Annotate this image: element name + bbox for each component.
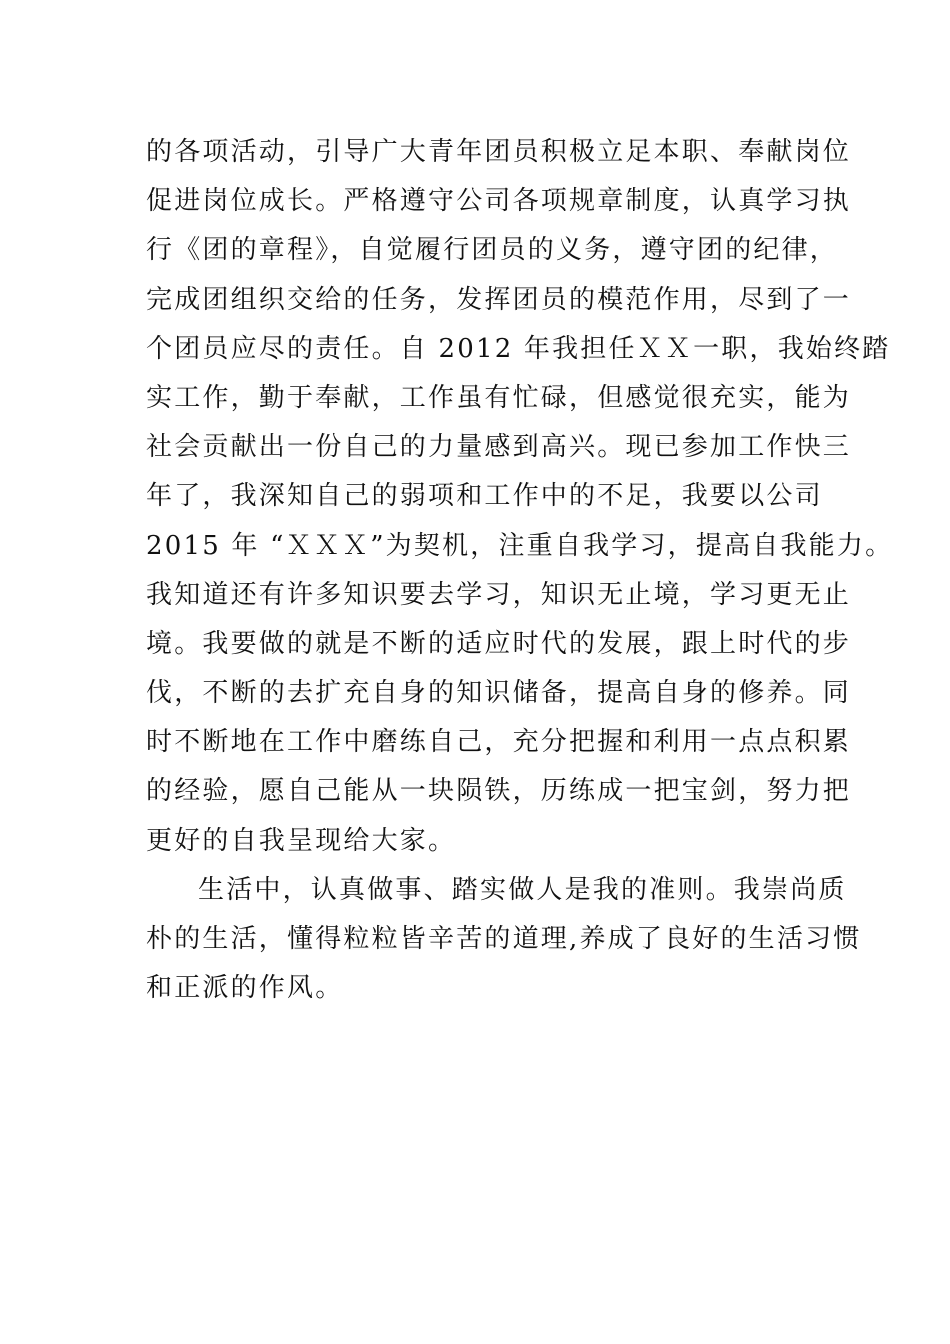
paragraph-line: 时不断地在工作中磨练自己，充分把握和利用一点点积累 — [146, 727, 852, 758]
paragraph-line: 更好的自我呈现给大家。 — [146, 825, 457, 856]
document-body — [146, 128, 894, 1013]
paragraph-line: 生活中，认真做事、踏实做人是我的准则。我崇尚质 — [198, 874, 847, 905]
paragraph-line: 我知道还有许多知识要去学习，知识无止境，学习更无止 — [146, 579, 852, 610]
paragraph-line: 社会贡献出一份自己的力量感到高兴。现已参加工作快三 — [146, 432, 852, 463]
paragraph-line: 行《团的章程》，自觉履行团员的义务，遵守团的纪律， — [146, 235, 839, 266]
paragraph-line: 伐，不断的去扩充自身的知识储备，提高自身的修养。同 — [146, 678, 852, 709]
paragraph-line: 完成团组织交给的任务，发挥团员的模范作用，尽到了一 — [146, 284, 852, 315]
paragraph-line: 实工作，勤于奉献，工作虽有忙碌，但感觉很充实，能为 — [146, 382, 852, 413]
paragraph-line: 2015 年 “ＸＸＸ”为契机，注重自我学习，提高自我能力。 — [146, 530, 894, 561]
paragraph-2 — [146, 866, 862, 1014]
paragraph-line: 的各项活动，引导广大青年团员积极立足本职、奉献岗位 — [146, 137, 852, 167]
paragraph-line: 个团员应尽的责任。自 2012 年我担任ＸＸ一职，我始终踏 — [146, 333, 891, 364]
paragraph-line: 促进岗位成长。严格遵守公司各项规章制度，认真学习执 — [146, 186, 852, 217]
paragraph-line: 朴的生活，懂得粒粒皆辛苦的道理,养成了良好的生活习惯 — [146, 924, 862, 954]
paragraph-line: 和正派的作风。 — [146, 973, 344, 1004]
paragraph-line: 的经验，愿自己能从一块陨铁，历练成一把宝剑，努力把 — [146, 776, 852, 807]
paragraph-line: 境。我要做的就是不断的适应时代的发展，跟上时代的步 — [146, 628, 852, 659]
paragraph-line: 年了，我深知自己的弱项和工作中的不足，我要以公司 — [146, 481, 823, 512]
paragraph-1 — [146, 128, 894, 866]
